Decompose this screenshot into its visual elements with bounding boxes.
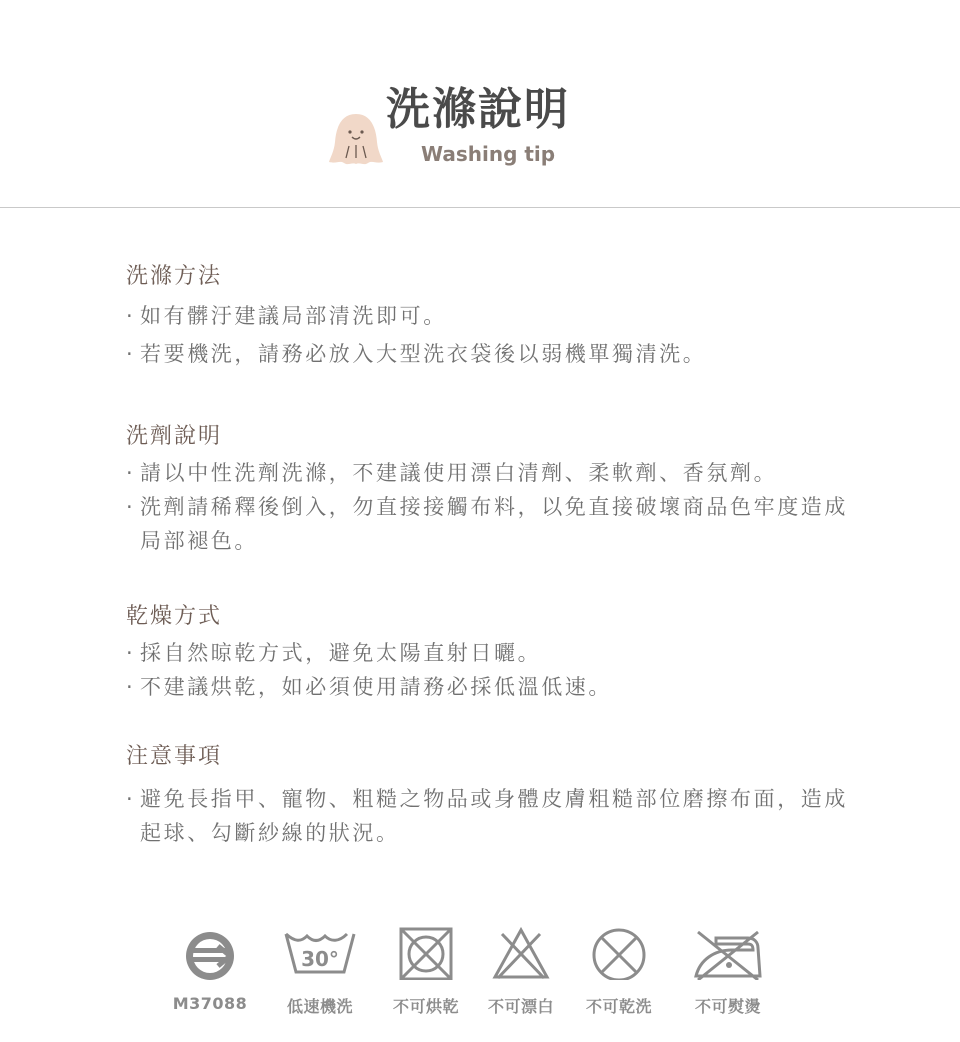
wash-temperature: 30°: [301, 947, 339, 971]
no-iron-icon: [692, 920, 764, 980]
page-title: 洗滌說明: [386, 84, 570, 135]
no-bleach-icon: [492, 920, 550, 980]
section-drying: [126, 598, 866, 738]
section-title: 乾燥方式: [126, 604, 223, 629]
header-divider: [0, 207, 960, 208]
care-label: 不可熨燙: [694, 997, 761, 1016]
care-label: 不可乾洗: [585, 997, 652, 1016]
care-label: 不可烘乾: [392, 997, 459, 1016]
bsmi-mark-icon: [180, 920, 240, 980]
care-symbol: [692, 920, 764, 1016]
bullet-dot: ·: [126, 461, 136, 485]
list-item: [126, 456, 866, 490]
bullet-dot: ·: [126, 495, 136, 519]
ghost-mascot-icon: [326, 108, 386, 170]
care-symbol: [585, 920, 652, 1016]
no-tumble-dry-icon: [398, 920, 454, 980]
section-notes: [126, 738, 866, 850]
page-subtitle: Washing tip: [421, 142, 556, 166]
item-text: 洗劑請稀釋後倒入，勿直接接觸布料，以免直接破壞商品色牢度造成局部褪色。: [140, 495, 848, 553]
care-label: 不可漂白: [487, 997, 554, 1016]
care-symbol: [283, 920, 357, 1016]
care-symbol: [172, 920, 248, 1013]
bullet-dot: ·: [126, 641, 136, 665]
list-item: [126, 490, 866, 558]
item-text: 避免長指甲、寵物、粗糙之物品或身體皮膚粗糙部位磨擦布面，造成起球、勾斷紗線的狀況。: [140, 787, 848, 845]
no-dry-clean-icon: [590, 920, 648, 980]
item-text: 採自然晾乾方式，避免太陽直射日曬。: [140, 641, 542, 665]
care-label: 低速機洗: [286, 997, 353, 1016]
item-text: 若要機洗，請務必放入大型洗衣袋後以弱機單獨清洗。: [140, 342, 707, 366]
care-symbols: [0, 920, 960, 1030]
care-symbol: [392, 920, 459, 1016]
item-text: 不建議烘乾，如必須使用請務必採低溫低速。: [140, 675, 612, 699]
section-detergent: [126, 418, 866, 598]
list-item: [126, 299, 866, 333]
header: [0, 0, 960, 208]
wash-30-icon: [283, 920, 357, 980]
care-symbol: [487, 920, 554, 1016]
list-item: [126, 636, 866, 670]
list-item: [126, 782, 866, 850]
item-text: 如有髒汙建議局部清洗即可。: [140, 304, 447, 328]
section-title: 洗劑說明: [126, 424, 223, 449]
bullet-dot: ·: [126, 787, 136, 811]
list-item: [126, 337, 866, 371]
bullet-dot: ·: [126, 304, 136, 328]
care-label: M37088: [172, 994, 248, 1013]
instructions-content: [126, 258, 866, 850]
item-text: 請以中性洗劑洗滌，不建議使用漂白清劑、柔軟劑、香氛劑。: [140, 461, 778, 485]
section-title: 注意事項: [126, 744, 223, 769]
bullet-dot: ·: [126, 342, 136, 366]
section-title: 洗滌方法: [126, 264, 223, 289]
list-item: [126, 670, 866, 704]
section-washing-method: [126, 258, 866, 418]
bullet-dot: ·: [126, 675, 136, 699]
